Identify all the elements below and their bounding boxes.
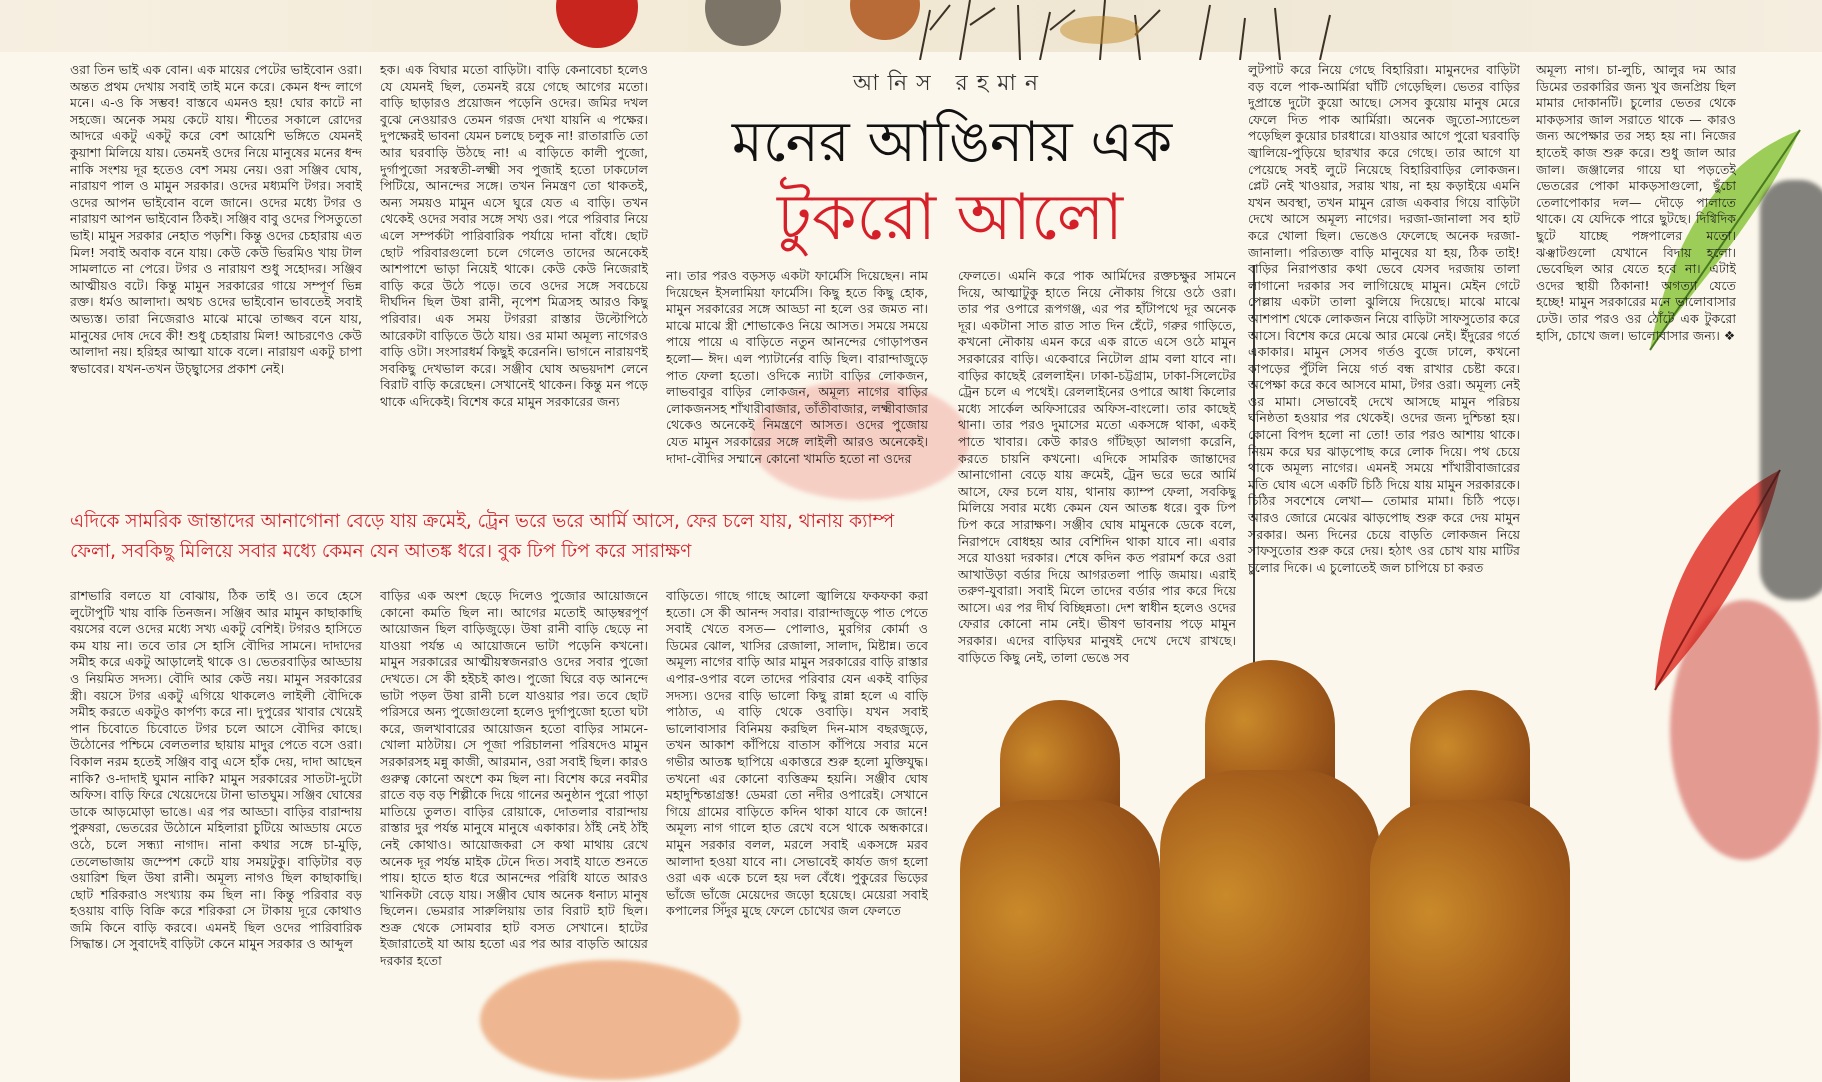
- column-3-top-text: না। তার পরও বড়সড় একটা ফার্মেসি দিয়েছেন। নাম দিয়েছেন ইসলামিয়া ফার্মেসি। কিছু হতে কিছু হোক, মামুন সরকারের সঙ্গে আড্ডা না হলে ওর জমত না। মাঝে মাঝে স্ত্রী শোভাকেও নিয়ে আসত। সময়ে সময়ে পায়ে পায়ে এ বাড়িতে নতুন আনন্দের গোড়াপত্তন হলো— ঈদ। এল প্যাটার্নের বাড়ি ছিল। বারান্দাজুড়ে পাত ফেলা হতো। ওদিকে ন্যাটা বাড়ির লোকজন, লাভবাবুর বাড়ির লোকজন, অমূল্য নাগের বাড়ির লোকজনসহ শাঁখারীবাজার, তাঁতীবাজার, লক্ষ্মীবাজার থেকেও অনেকেই নিমন্ত্রণে আসত। ওদের পুজোয় যেত মামুন সরকারের সঙ্গে লাইলী আরও অনেকেই। দাদা-বৌদির সম্মানে কোনো খামতি হতো না ওদের: [666, 268, 928, 466]
- column-1-top-text: ওরা তিন ভাই এক বোন। এক মায়ের পেটের ভাইবোন ওরা। অন্তত প্রথম দেখায় সবাই তাই মনে করে। কেমন ধন্দ লাগে মনে। এ-ও কি সম্ভব! বাস্তবে এমনও হয়! ঘোর কাটে না সহজে। অনেক সময় কেটে যায়। শীতের সকালে রোদের আদরে একটু একটু করে বেশ আয়েশি ভঙ্গিতে যেমনই কুয়াশা মিলিয়ে যায়। তেমনই ওদের নিয়ে মানুষের মনের ধন্দ নাকি সংশয় দূর হতেও বেশ সময় নেয়। ওরা সঞ্জিব ঘোষ, নারায়ণ পাল ও মামুন সরকার। ওদের মধ্যমণি টগর। সবাই ওদের আপন ভাইবোন বলে জানে। ওদের মধ্যে টগর ও নারায়ণ আপন ভাইবোন ঠিকই। সঞ্জিব বাবু ওদের পিসতুতো ভাই। মামুন সরকার নেহাত পড়শি। কিন্তু ওদের চেহারায় এত মিল! সবাই অবাক বনে যায়। কেউ কেউ ভিরমিও খায় টাল সামলাতে না পেরে। টগর ও নারায়ণ শুধু সহোদর। সঞ্জিব আত্মীয়ও বটে। কিন্তু মামুন সরকারের গায়ে সম্পূর্ণ ভিন্ন রক্ত। ধর্মও আলাদা। অথচ ওদের ভাইবোন ভাবতেই সবাই অভ্যস্ত। তারা নিজেরাও মাঝে মাঝে তাজ্জব বনে যায়, মানুষের দোষ দেবে কী! শুধু চেহারায় মিল! আচরণেও কেউ আলাদা নয়। হরিহর আত্মা যাকে বলে। নারায়ণ একটু চাপা স্বভাবের। যখন-তখন উচ্ছ্বাসের প্রকাশ নেই।: [70, 62, 362, 376]
- column-2-bottom: [380, 588, 648, 1058]
- column-6: [1536, 62, 1736, 482]
- column-2-top: [380, 62, 648, 492]
- column-2-bottom-text: বাড়ির এক অংশ ছেড়ে দিলেও পুজোর আয়োজনে কোনো কমতি ছিল না। আগের মতোই আড়ম্বরপূর্ণ আয়োজন ছিল বাড়িজুড়ে। উষা রানী বাড়ি ছেড়ে না যাওয়া পর্যন্ত এ আয়োজনে ভাটা পড়েনি কখনো। মামুন সরকারের আত্মীয়স্বজনরাও ওদের সবার পুজো দেখতে। সে কী হইচই কাণ্ড। পুজো ঘিরে বড় আনন্দে ভাটা পড়ল উষা রানী চলে যাওয়ার পর। তবে ছোট পরিসরে অন্য পুজোগুলো হলেও দুর্গাপুজো হতো ঘটা করে, জলখাবারের আয়োজন হতো বাড়ির সামনে- খোলা মাঠটায়। সে পূজা পরিচালনা পরিষদেও মামুন সরকারসহ মন্নু কাজী, আরমান, ওরা সবাই ছিল। কারও গুরুত্ব কোনো অংশে কম ছিল না। বিশেষ করে নবমীর রাতে বড় বড় শিল্পীকে দিয়ে গানের অনুষ্ঠান পুরো পাড়া মাতিয়ে তুলত। বাড়ির রোয়াকে, দোতলার বারান্দায় রাস্তার দুর পর্যন্ত মানুষে মানুষে একাকার। ঠাঁই নেই ঠাঁই নেই কোথাও। আয়োজকরা সে কথা মাথায় রেখে অনেক দূর পর্যন্ত মাইক টেনে দিত। সবাই যাতে শুনতে পায়। হাতে হাত ধরে আনন্দের পরিধি যাতে আরও খানিকটা বেড়ে যায়। সঞ্জীব ঘোষ অনেক ধনাঢ্য মানুষ ছিলেন। ভেমরার সারুলিয়ায় তার বিরাট হাট ছিল। শুক্র থেকে সোমবার হাট বসত সেখানে। হাটের ইজারাতেই যা আয় হতো এর পর আর বাড়তি আয়ের দরকার হতো: [380, 588, 648, 969]
- column-6-text: অমূল্য নাগ। চা-লুচি, আলুর দম আর ডিমের তরকারির জন্য খুব জনপ্রিয় ছিল মামার দোকানটি। চুলোর ভেতর থেকে মাকড়সার জাল সরাতে থাকে — কারও জন্য অপেক্ষার তর সহ্য হয় না। নিজের হাতেই কাজ শুরু করে। শুধু জাল আর জাল। জঞ্জালের গায়ে ঘা পড়তেই ভেতরের পোকা মাকড়সাগুলো, ছুঁচো তেলাপোকার দল— দৌড়ে পালাতে থাকে। যে যেদিকে পারে ছুটছে। দিগ্বিদিক ছুটে যাচ্ছে পঙ্গপালের মতো। ঝঞ্ঝাটগুলো যেখানে বিদায় হলো। ভেবেছিল আর যেতে হবে না। এটাই ওদের স্থায়ী ঠিকানা! অগত্যা যেতে হচ্ছে! মামুন সরকারের মনে ভালোবাসার ঢেউ। তার পরও ওর ঠোঁটে এক টুকরো হাসি, চোখে জল। ভালোবাসার জন্য। ❖: [1536, 62, 1736, 343]
- column-2-top-text: হক। এক বিঘার মতো বাড়িটা। বাড়ি কেনাবেচা হলেও যে যেমনই ছিল, তেমনই রয়ে গেছে আগের মতো। বাড়ি ছাড়ারও প্রয়োজন পড়েনি ওদের। জমির দখল বুঝে নেওয়ারও তেমন গরজ দেখা যায়নি এ পক্ষের। দুপক্ষেরই ভাবনা যেমন চলছে চলুক না! রাতারাতি তো আর ঘরবাড়ি উঠছে না! এ বাড়িতে কালী পুজো, দুর্গাপুজো সরস্বতী-লক্ষ্মী সব পুজাই হতো ঢাকঢোল পিটিয়ে, আনন্দের সঙ্গে। তখন নিমন্ত্রণ তো থাকতই, অন্য সময়ও মামুন এসে ঘুরে যেত এ বাড়ি। তখন থেকেই ওদের সবার সঙ্গে সখ্য ওর। পরে পরিবার নিয়ে এলে সম্পর্কটা পারিবারিক পর্যায়ে দানা বাঁধে। ছোট ছোট পরিবারগুলো চলে গেলেও তাদের অনেকেই আশপাশে ভাড়া নিয়েই থাকে। কেউ কেউ নিজেরাই বাড়ি করে উঠে পড়ে। তবে ওদের সঙ্গে সবচেয়ে দীর্ঘদিন ছিল উষা রানী, নৃপেশ মিত্রসহ আরও কিছু পরিবার। এক সময় টগররা রাস্তার উল্টোপিঠে আরেকটা বাড়িতে উঠে যায়। ওর মামা অমূল্য নাগেরও বাড়ি ওটা। সংসারধর্ম কিছুই করেননি। ভাগনে নারায়ণই সবকিছু দেখভাল করে। সঞ্জীব ঘোষ অভয়দাশ লেনে বিরাট বাড়ি করেছেন। সেখানেই থাকেন। কিন্তু মন পড়ে থাকে এদিকেই। বিশেষ করে মামুন সরকারের জন্য: [380, 62, 648, 409]
- headline-line-1: মনের আঙিনায় এক: [731, 110, 1173, 175]
- column-4-text: ফেলতে। এমনি করে পাক আর্মিদের রক্তচক্ষুর সামনে দিয়ে, আত্মাটুকু হাতে নিয়ে নৌকায় গিয়ে ওঠে ওরা। তার পর ওপারে রূপগঞ্জ, এর পর হাঁটাপথে দূর অনেক দূর। একটানা সাত রাত সাত দিন হেঁটে, গরুর গাড়িতে, কখনো নৌকায় এমন করে এক রাতে এসে ওঠে মামুন সরকারের বাড়ি। একেবারে নিটোল গ্রাম বলা যাবে না। বাড়ির কাছেই রেললাইন। ঢাকা-চট্টগ্রাম, ঢাকা-সিলেটের ট্রেন চলে এ পথেই। রেললাইনের ওপারে আধা কিলোর মধ্যে সার্কেল অফিসারের অফিস-বাংলো। তার কাছেই থানা। তার পরও দুমাসের মতো একসঙ্গে থাকা, একই পাতে খাবার। কেউ কারও গাঁটছড়া আলগা করেনি, করতে চায়নি কখনো। এদিকে সামরিক জান্তাদের আনাগোনা বেড়ে যায় ক্রমেই, ট্রেন ভরে ভরে আর্মি আসে, ফের চলে যায়, থানায় ক্যাম্প ফেলা, সবকিছু মিলিয়ে সবার মধ্যে কেমন যেন আতঙ্ক ধরে। বুক ঢিপ ঢিপ করে সারাক্ষণ। সঞ্জীব ঘোষ মামুনকে ডেকে বলে, নিরাপদে বোধহয় আর বেশিদিন থাকা যাবে না। এবার সরে যাওয়া দরকার। শেষে কদিন কত পরামর্শ করে ওরা আখাউড়া বর্ডার দিয়ে আগরতলা পাড়ি জমায়। এরাই তরুণ-যুবারা। সবাই মিলে তাদের বর্ডার পার করে দিয়ে আসে। এর পর দীর্ঘ বিচ্ছিন্নতা। দেশ স্বাধীন হলেও ওদের ফেরার কোনো নাম নেই। ভীষণ ভাবনায় পড়ে মামুন সরকার। এদের বাড়িঘর মানুষই দেখে দেখে রাখছে। বাড়িতে কিছু নেই, তালা ভেঙে সব: [958, 268, 1236, 665]
- pull-quote: এদিকে সামরিক জান্তাদের আনাগোনা বেড়ে যায় ক্রমেই, ট্রেন ভরে ভরে আর্মি আসে, ফের চলে যায়, থানায় ক্যাম্প ফেলা, সবকিছু মিলিয়ে সবার মধ্যে কেমন যেন আতঙ্ক ধরে। বুক ঢিপ ঢিপ করে সারাক্ষণ: [70, 511, 895, 562]
- column-3-bottom: [666, 588, 928, 978]
- author-byline: আনিস রহমান: [853, 71, 1047, 96]
- red-paint-splash: [1670, 600, 1820, 860]
- column-3-bottom-text: বাড়িতে। গাছে গাছে আলো জ্বালিয়ে ফকফকা করা হতো। সে কী আনন্দ সবার। বারান্দাজুড়ে পাত পেতে সবাই খেতে বসত— পোলাও, মুরগির কোর্মা ও ডিমের ঝোল, খাসির রেজালা, সালাদ, মিষ্টান্ন। তবে অমূল্য নাগের বাড়ি আর মামুন সরকারের বাড়ি রাস্তার এপার-ওপার বলে তাদের পরিবার যেন একই বাড়ির সদস্য। ওদের বাড়ি ভালো কিছু রান্না হলে এ বাড়ি পাঠাত, এ বাড়ি থেকে ওবাড়ি। যখন সবাই ভালোবাসার বিনিময় করছিল দিন-মাস বছরজুড়ে, তখন আকাশ কাঁপিয়ে বাতাস কাঁপিয়ে সবার মনে গভীর আতঙ্ক ছাপিয়ে একাত্তরে শুরু হলো মুক্তিযুদ্ধ। তখনো এর কোনো ব্যত্তিক্রম হয়নি। সঞ্জীব ঘোষ মহাদুশ্চিন্তাগ্রস্ত! ডেমরা তো নদীর ওপারেই। সেখানে গিয়ে গ্রামের বাড়িতে কদিন থাকা যাবে কে জানে! অমূল্য নাগ গালে হাত রেখে বসে থাকে অন্ধকারে। মামুন সরকার বলল, মরলে সবাই একসঙ্গে মরব আলাদা হওয়া যাবে না। সেভাবেই কার্যত জগ হলো ওরা এক একে চলে হয় দল বেঁধে। পুকুরের ভিড়ের ভাঁজে ভাঁজে মেয়েদের জড়ো হয়েছে। মেয়েরা সবাই কপালের সিঁদুর মুছে ফেলে চোখের জল ফেলতে: [666, 588, 928, 919]
- column-3-top: [666, 268, 928, 492]
- figure-2-body: [1160, 770, 1380, 1082]
- column-1-bottom-text: রাশভারি বলতে যা বোঝায়, ঠিক তাই ও। তবে হেসে লুটোপুটি খায় বাকি তিনজন। সঞ্জিব আর মামুন কাছাকাছি বয়সের বলে ওদের মধ্যে সখ্য একটু বেশিই। টগরও হাসিতে কম যায় না। তবে তার সে হাসি বৌদির সামনে। দাদাদের সমীহ করে একটু আড়ালেই থাকে ও। ভেতরবাড়ির আড্ডায় ও নিয়মিত সদস্য। বৌদি আর কেউ নয়। মামুন সরকারের স্ত্রী। বয়সে টগর একটু এগিয়ে থাকলেও লাইলী বৌদিকে সমীহ করতে একটুও কার্পণ্য করে না। দুপুরের খাবার খেয়েই পান চিবোতে চিবোতে টগর চলে আসে বৌদির কাছে। উঠোনের পশ্চিমে বেলতলার ছায়ায় মাদুর পেতে বসে ওরা। বিকাল নরম হতেই সঞ্জিব বাবু এসে হাঁক দেয়, দাদা আছেন নাকি? ও-দাদাই ঘুমান নাকি? মামুন সরকারের সাতটা-দুটো অফিস। বাড়ি ফিরে খেয়েদেয়ে টানা ভাতঘুম। সঞ্জিব ঘোষের ডাকে আড়মোড়া ভাঙে। এর পর আড্ডা। বাড়ির বারান্দায় পুরুষরা, ভেতরের উঠোনে মহিলারা চুটিয়ে আড্ডায় মেতে ওঠে, চলে সন্ধ্যা নাগাদ। নানা কথার সঙ্গে চা-মুড়ি, তেলেভাজায় জম্পেশ কেটে যায় সময়টুকু। বাড়িটার বড় ওয়ারিশ ছিল উষা রানী। অমূল্য নাগও ছিল কাছাকাছি। ছোট শরিকরাও সংখ্যায় কম ছিল না। কিন্তু পরিবার বড় হওয়ায় বাড়ি বিক্রি করে শরিকরা সে টাকায় দূরে কোথাও জমি কিনে বাড়ি করবে। এমনই ছিল ওদের পারিবারিক সিদ্ধান্ত। সে সুবাদেই বাড়িটা কেনে মামুন সরকার ও আব্দুল: [70, 588, 362, 952]
- column-5: [1248, 62, 1520, 662]
- ink-brush-stroke: [1760, 180, 1822, 600]
- figure-3-body: [1370, 800, 1570, 1082]
- tree-branches-illustration: [900, 0, 1380, 60]
- column-1-bottom: [70, 588, 362, 1058]
- column-1-top: [70, 62, 362, 492]
- column-5-text: লুটপাট করে নিয়ে গেছে বিহারিরা। মামুনদের বাড়িটা বড় বলে পাক-আর্মিরা ঘাঁটি গেড়েছিল। ভেতর বাড়ির দুপ্রান্তে দুটো কুয়ো আছে। সেসব কুয়োয় মানুষ মেরে ফেলে দিত পাক আর্মিরা। অনেক জুতো-স্যান্ডেল পড়েছিল কুয়োর চারধারে। যাওয়ার আগে পুরো ঘরবাড়ি জ্বালিয়ে-পুড়িয়ে ছারখার করে গেছে। তার আগে যা পেয়েছে সবই লুটে নিয়েছে বিহারিবাড়ির লোকজন। প্লেট নেই খাওয়ার, সরায় খায়, না হয় কড়াইয়ে এমনি যখন অবস্থা, তখন মামুন রোজ একবার গিয়ে বাড়িটা দেখে আসে অমূল্য নাগের। দরজা-জানালা সব হাট করে খোলা ছিল। ভেঙেও ফেলেছে অনেক দরজা-জানালা। পরিত্যক্ত বাড়ি মানুষের যা হয়, ঠিক তাই! বাড়ির নিরাপত্তার কথা ভেবে যেসব দরজায় তালা লাগানো দরকার সব লাগিয়েছে মামুন। মেইন গেটে পেল্লায় একটা তালা ঝুলিয়ে দিয়েছে। মাঝে মাঝে আশপাশ থেকে লোকজন নিয়ে বাড়িটা সাফসুতোর করে আসে। বিশেষ করে মেঝে আর মেঝে নেই। ইঁদুরের গর্তে একাকার। মামুন সেসব গর্তও বুজে ঢালে, কখনো কাপড়ের পুঁটলি নিয়ে গর্ত বন্ধ রাখার চেষ্টা করে। অপেক্ষা করে কবে আসবে মামা, টগর ওরা। অমূল্য নেই ওর মামা। সেভাবেই দেখে আসছে মামুন পরিচয় ঘনিষ্ঠতা হওয়ার পর থেকেই। ওদের জন্য দুশ্চিন্তা হয়। কোনো বিপদ হলো না তো! তার পরও আশায় থাকে। নিয়ম করে ঘর ঝাড়পোছ করে লোক দিয়ে। পথ চেয়ে থাকে অমূল্য নাগের। এমনই সময়ে শাঁখারীবাজারের মতি ঘোষ এসে একটি চিঠি দিয়ে যায় মামুন সরকারকে। চিঠির সবশেষে লেখা— তোমার মামা। চিঠি পড়ে। আরও জোরে মেঝের ঝাড়পোছ শুরু করে দেয় মামুন সরকার। অন্য দিনের চেয়ে বাড়তি লোকজন নিয়ে সাফসুতোর শুরু করে দেয়। হঠাৎ ওর চোখ যায় মাটির চুলোর দিকে। এ চুলোতেই জল চাপিয়ে চা করত: [1248, 62, 1520, 575]
- headline-line-2: টুকরো আলো: [776, 181, 1124, 255]
- figure-1-body: [960, 800, 1160, 1082]
